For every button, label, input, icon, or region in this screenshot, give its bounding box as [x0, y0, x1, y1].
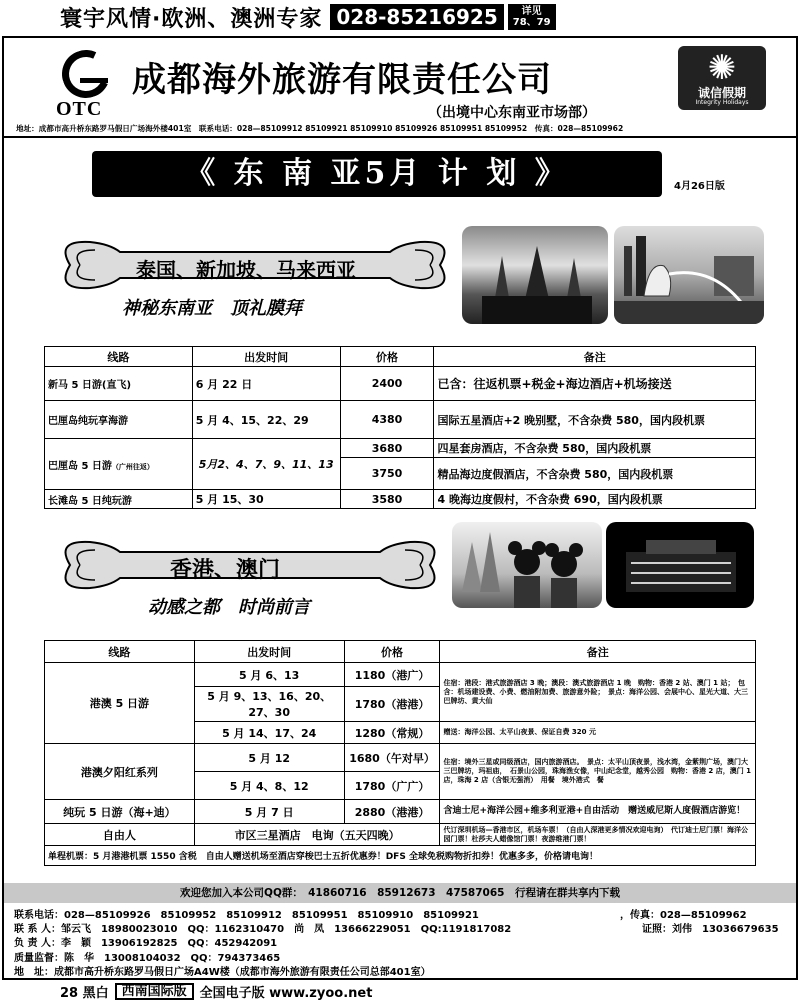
address-line: 地址：成都市高升桥东路罗马假日广场海外楼401室 联系电话：028—85109912 85109921 85109910 85109926 85109951 85109952 传真：028—85109962	[16, 124, 624, 133]
quality-line: 质量监督：陈 华 13008104032 QQ：794373465	[14, 952, 281, 964]
section1-slogan: 神秘东南亚 顶礼膜拜	[122, 298, 302, 319]
table-row	[45, 490, 756, 509]
price-cell: 1780（港港）	[344, 687, 440, 722]
dates-cell: 5 月 9、13、16、20、27、30	[194, 687, 344, 722]
plan-date: 4月26日版	[674, 181, 725, 192]
note-cell: 住宿：境外三星或同级酒店，国内旅游酒店。 景点：太平山顶夜景，浅水湾，金紫荆广场，澳门大三巴牌坊，玛祖庙， 石景山公园，珠海渔女像，中山纪念堂，越秀公园 购物：香港 2 店，澳门 1 店，珠海 2 店（含银无强消） 用餐 境外港式 餐	[440, 744, 756, 800]
price-cell: 1180（港广）	[344, 663, 440, 687]
table-row	[45, 401, 756, 439]
manager-line: 负 责 人：李 颖 13906192825 QQ：452942091	[14, 938, 278, 950]
route-note: （广州往返）	[111, 462, 154, 471]
route-cell: 港澳 5 日游	[45, 663, 195, 744]
dates-cell: 5月2、4、7、9、11、13	[192, 439, 340, 490]
table-row	[45, 744, 756, 772]
plan-title: 《 东 南 亚5月 计 划 》	[92, 151, 662, 197]
otc-bar-icon	[80, 78, 108, 83]
banner-phone: 028-85216925	[330, 4, 503, 30]
company-name: 成都海外旅游有限责任公司	[132, 60, 552, 100]
price-cell: 1780（广广）	[344, 772, 440, 800]
thailand-temple-photo	[462, 226, 608, 324]
price-cell: 3750	[340, 458, 434, 490]
otc-ring-icon	[55, 43, 117, 105]
site-url: 全国电子版 www.zyoo.net	[199, 985, 373, 1001]
department: （出境中心东南亚市场部）	[428, 105, 596, 121]
note-cell: 精品海边度假酒店，不含杂费 580，国内段机票	[434, 458, 756, 490]
price-cell: 2400	[340, 367, 434, 401]
table-row	[45, 800, 756, 824]
table-row	[45, 367, 756, 401]
route-cell: 港澳夕阳红系列	[45, 744, 195, 800]
merlion-icon	[614, 226, 764, 324]
note-cell: 国际五星酒店+2 晚别墅，不含杂费 580，国内段机票	[434, 401, 756, 439]
list-item	[14, 920, 794, 934]
flower-icon: ✺	[707, 48, 737, 88]
table-row	[45, 439, 756, 458]
contact-people: 联 系 人：邹云飞 18980023010 QQ：1162310470 尚 凤 13666229051 QQ:1191817082	[14, 924, 512, 936]
route-cell: 新马 5 日游(直飞)	[45, 367, 193, 401]
table-row	[45, 824, 756, 846]
dates-cell: 5 月 4、8、12	[194, 772, 344, 800]
edition-label: 西南国际版	[115, 983, 194, 1000]
dates-cell: 6 月 22 日	[192, 367, 340, 401]
col-dates: 出发时间	[194, 641, 344, 663]
banner-see-pages	[508, 4, 556, 30]
phone-line: 联系电话：028—85109926 85109952 85109912 85109951 85109910 85109921	[14, 910, 479, 921]
note-cell: 已含：往返机票+税金+海边酒店+机场接送	[434, 367, 756, 401]
partner-en: Integrity Holidays	[695, 99, 749, 106]
temple-icon	[462, 226, 608, 324]
fax-line: ，传真：028—85109962	[620, 910, 747, 921]
price-cell: 3680	[340, 439, 434, 458]
integrity-holidays-logo	[678, 46, 766, 110]
dates-cell: 5 月 4、15、22、29	[192, 401, 340, 439]
section2-table	[44, 640, 756, 866]
dates-cell: 市区三星酒店 电询（五天四晚）	[194, 824, 440, 846]
table-row	[45, 663, 756, 687]
col-route: 线路	[45, 641, 195, 663]
section2-slogan: 动感之都 时尚前言	[148, 597, 310, 618]
mickey-icon	[452, 522, 602, 608]
qq-group-bar: 欢迎您加入本公司QQ群： 41860716 85912673 47587065 行程请在群共享内下载	[4, 883, 796, 903]
casino-icon	[606, 522, 754, 608]
dates-cell: 5 月 7 日	[194, 800, 344, 824]
list-item	[14, 934, 794, 948]
see-pages: 78、79	[512, 17, 551, 28]
macau-night-photo	[606, 522, 754, 608]
list-item	[14, 906, 794, 920]
note-cell: 赠送：海洋公园、太平山夜景、保证自费 320 元	[440, 722, 756, 744]
contact-block	[14, 906, 794, 977]
page-footer	[60, 983, 372, 999]
note-cell: 含迪士尼+海洋公园+维多利亚港+自由活动 赠送威尼斯人度假酒店游览！	[440, 800, 756, 824]
dates-cell: 5 月 14、17、24	[194, 722, 344, 744]
otc-logo-text: OTC	[56, 98, 103, 120]
col-note: 备注	[434, 347, 756, 367]
footnote-cell: 单程机票：5 月港港机票 1550 含税 自由人赠送机场至酒店穿梭巴士五折优惠券！DFS 全球免税购物折扣券！优惠多多，价格请电询！	[45, 846, 756, 866]
list-item	[14, 963, 794, 977]
section2-title: 香港、澳门	[170, 558, 281, 583]
banner-brand: 寰宇风情·欧洲、澳洲专家	[60, 6, 323, 32]
price-cell: 1280（常规）	[344, 722, 440, 744]
singapore-merlion-photo	[614, 226, 764, 324]
route-cell: 自由人	[45, 824, 195, 846]
note-cell: 四星套房酒店，不含杂费 580，国内段机票	[434, 439, 756, 458]
col-price: 价格	[344, 641, 440, 663]
col-dates: 出发时间	[192, 347, 340, 367]
note-cell: 住宿：港段：港式旅游酒店 3 晚；澳段：澳式旅游酒店 1 晚 购物：香港 2 站、澳门 1 站； 包含：机场建设费、小费、燃油附加费、旅游意外险； 景点：海洋公园、会展中心、星光大道、大三巴牌坊、黄大仙	[440, 663, 756, 722]
route-cell: 长滩岛 5 日纯玩游	[45, 490, 193, 509]
disney-photo	[452, 522, 602, 608]
route-cell: 巴厘岛纯玩享海游	[45, 401, 193, 439]
dates-cell: 5 月 15、30	[192, 490, 340, 509]
col-route: 线路	[45, 347, 193, 367]
dates-cell: 5 月 6、13	[194, 663, 344, 687]
dates-cell: 5 月 12	[194, 744, 344, 772]
price-cell: 2880（港港）	[344, 800, 440, 824]
route-cell	[45, 439, 193, 490]
otc-logo	[50, 50, 130, 122]
note-cell: 4 晚海边度假村，不含杂费 690，国内段机票	[434, 490, 756, 509]
route-cell: 纯玩 5 日游（海+迪）	[45, 800, 195, 824]
see-label: 详见	[521, 6, 542, 17]
price-cell: 1680（午对早）	[344, 744, 440, 772]
route-text: 巴厘岛 5 日游	[48, 460, 112, 472]
price-cell: 3580	[340, 490, 434, 509]
table-row	[45, 846, 756, 866]
col-note: 备注	[440, 641, 756, 663]
list-item	[14, 949, 794, 963]
address-footer: 地 址：成都市高升桥东路罗马假日广场A4W楼（成都市海外旅游有限责任公司总部401室）	[14, 966, 431, 978]
top-banner	[60, 2, 740, 32]
page-number: 28 黑白	[60, 985, 109, 1001]
price-cell: 4380	[340, 401, 434, 439]
divider	[4, 136, 796, 138]
section1-table	[44, 346, 756, 509]
note-cell: 代订深圳机场—香港市区，机场车票！（自由人深港更多情况欢迎电询） 代订迪士尼门票！海洋公园门票！杜莎夫人蜡像馆门票！夜游维港门票！	[440, 824, 756, 846]
partner-cn: 诚信假期	[697, 86, 746, 100]
license-contact: 证照：刘伟 13036679635	[642, 924, 779, 936]
col-price: 价格	[340, 347, 434, 367]
section1-title: 泰国、新加坡、马来西亚	[136, 258, 356, 282]
